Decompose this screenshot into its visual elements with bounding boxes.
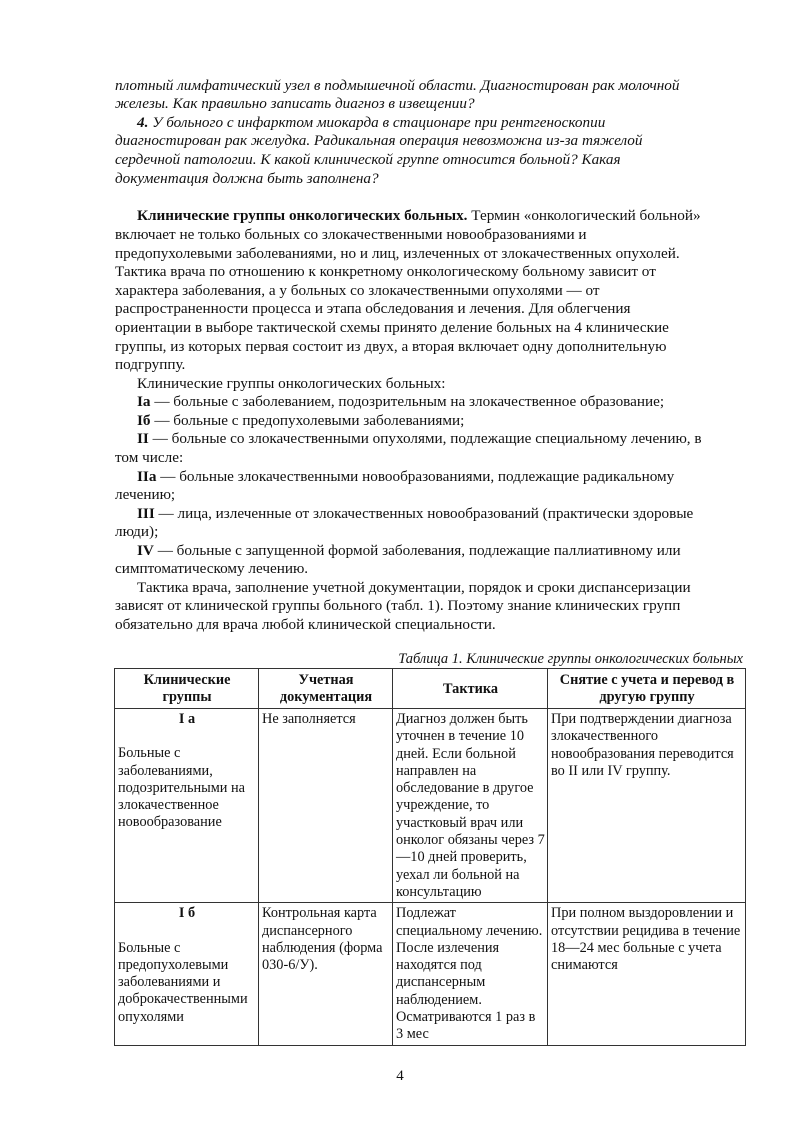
column-header: Тактика (393, 669, 548, 709)
paragraph-line: характера заболевания, а у больных со злокачественными опухолями — от (115, 282, 600, 299)
group-code: Iа (137, 393, 151, 410)
paragraph-line: ориентации в выборе тактической схемы принято деление больных на 4 клинические (115, 319, 669, 336)
group-code: II (137, 430, 149, 447)
question-text-line: железы. Как правильно записать диагноз в извещении? (115, 95, 475, 112)
group-cell (115, 903, 259, 1046)
group-list-item (137, 412, 464, 430)
clinical-groups-table (114, 668, 746, 1046)
list-intro: Клинические группы онкологических больных: (137, 375, 446, 392)
group-code: IV (137, 542, 154, 559)
paragraph-line: подгруппу. (115, 356, 186, 373)
group-list-item (137, 393, 664, 411)
group-code: I б (178, 905, 196, 922)
question-text-line: документация должна быть заполнена? (115, 170, 379, 187)
group-cell (115, 709, 259, 903)
group-description: — больные с запущенной формой заболевания, подлежащие паллиативному или (153, 542, 681, 559)
paragraph-text: Термин «онкологический больной» (467, 207, 701, 224)
group-list-item (137, 430, 702, 448)
paragraph-line: лечению; (115, 486, 176, 503)
paragraph-line: Тактика врача, заполнение учетной документации, порядок и сроки диспансеризации (137, 579, 691, 596)
paragraph-line: Тактика врача по отношению к конкретному онкологическому больному зависит от (115, 263, 656, 280)
paragraph-line: распространенности процесса и этапа обследования и лечения. Для облегчения (115, 300, 631, 317)
group-description: — больные с предопухолевыми заболеваниями; (150, 412, 465, 429)
question-text-line: плотный лимфатический узел в подмышечной области. Диагностирован рак молочной (115, 77, 680, 94)
tactics-cell: Подлежат специальному лечению. После излечения находятся под диспансерным наблюдением. Осматриваются 1 раз в 3 мес (393, 903, 548, 1046)
paragraph-line: группы, из которых первая состоит из двух, а вторая включает одну дополнительную (115, 338, 667, 355)
paragraph-line: обязательно для врача любой клинической специальности. (115, 616, 496, 633)
question-number: 4. (137, 114, 149, 131)
group-description: — больные со злокачественными опухолями, подлежащие специальному лечению, в (148, 430, 702, 447)
group-list-item (137, 505, 693, 523)
question-4-line (137, 114, 605, 132)
group-description: — больные злокачественными новообразованиями, подлежащие радикальному (156, 468, 675, 485)
paragraph-line: том числе: (115, 449, 184, 466)
question-text: У больного с инфарктом миокарда в стационаре при рентгеноскопии (148, 114, 606, 131)
question-text-line: диагностирован рак желудка. Радикальная операция невозможна из-за тяжелой (115, 132, 643, 149)
group-description: — лица, излеченные от злокачественных новообразований (практически здоровые (154, 505, 694, 522)
group-code: Iб (137, 412, 151, 429)
transfer-cell: При подтверждении диагноза злокачественного новообразования переводится во II или IV группу. (548, 709, 746, 903)
paragraph-line: люди); (115, 523, 159, 540)
group-description: — больные с заболеванием, подозрительным на злокачественное образование; (150, 393, 665, 410)
section-heading: Клинические группы онкологических больных. (137, 207, 468, 224)
group-list-item (137, 468, 674, 486)
page-number: 4 (396, 1068, 404, 1084)
table-caption: Таблица 1. Клинические группы онкологических больных (398, 651, 743, 667)
table-row (115, 903, 746, 1046)
tactics-cell: Диагноз должен быть уточнен в течение 10 дней. Если больной направлен на обследование в другое учреждение, то участковый врач или онколог обязаны через 7—10 дней проверить, уехал ли больной на консультацию (393, 709, 548, 903)
group-code: I а (178, 711, 196, 727)
group-description: Больные с заболеваниями, подозрительными на злокачественное новообразование (118, 745, 246, 831)
table-row (115, 709, 746, 903)
documentation-cell: Не заполняется (259, 709, 393, 903)
group-description: Больные с предопухолевыми заболеваниями и доброкачественными опухолями (118, 939, 248, 1025)
documentation-cell: Контрольная карта диспансерного наблюдения (форма 030-6/У). (259, 903, 393, 1046)
group-list-item (137, 542, 681, 560)
group-code: III (137, 505, 155, 522)
transfer-cell: При полном выздоровлении и отсутствии рецидива в течение 18—24 мес больные с учета снимаются (548, 903, 746, 1046)
paragraph-line: включает не только больных со злокачественными новообразованиями и (115, 226, 587, 243)
paragraph-line: симптоматическому лечению. (115, 560, 309, 577)
column-header: Учетная документация (259, 669, 393, 709)
column-header: Снятие с учета и перевод в другую группу (548, 669, 746, 709)
question-text-line: сердечной патологии. К какой клинической группе относится больной? Какая (115, 151, 621, 168)
group-code: IIа (137, 468, 157, 485)
paragraph-line: предопухолевыми заболеваниями, но и лиц, излеченных от злокачественных опухолей. (115, 245, 680, 262)
column-header: Клинические группы (115, 669, 259, 709)
section-heading-line (137, 207, 701, 225)
paragraph-line: зависят от клинической группы больного (табл. 1). Поэтому знание клинических групп (115, 597, 681, 614)
table-header-row (115, 669, 746, 709)
